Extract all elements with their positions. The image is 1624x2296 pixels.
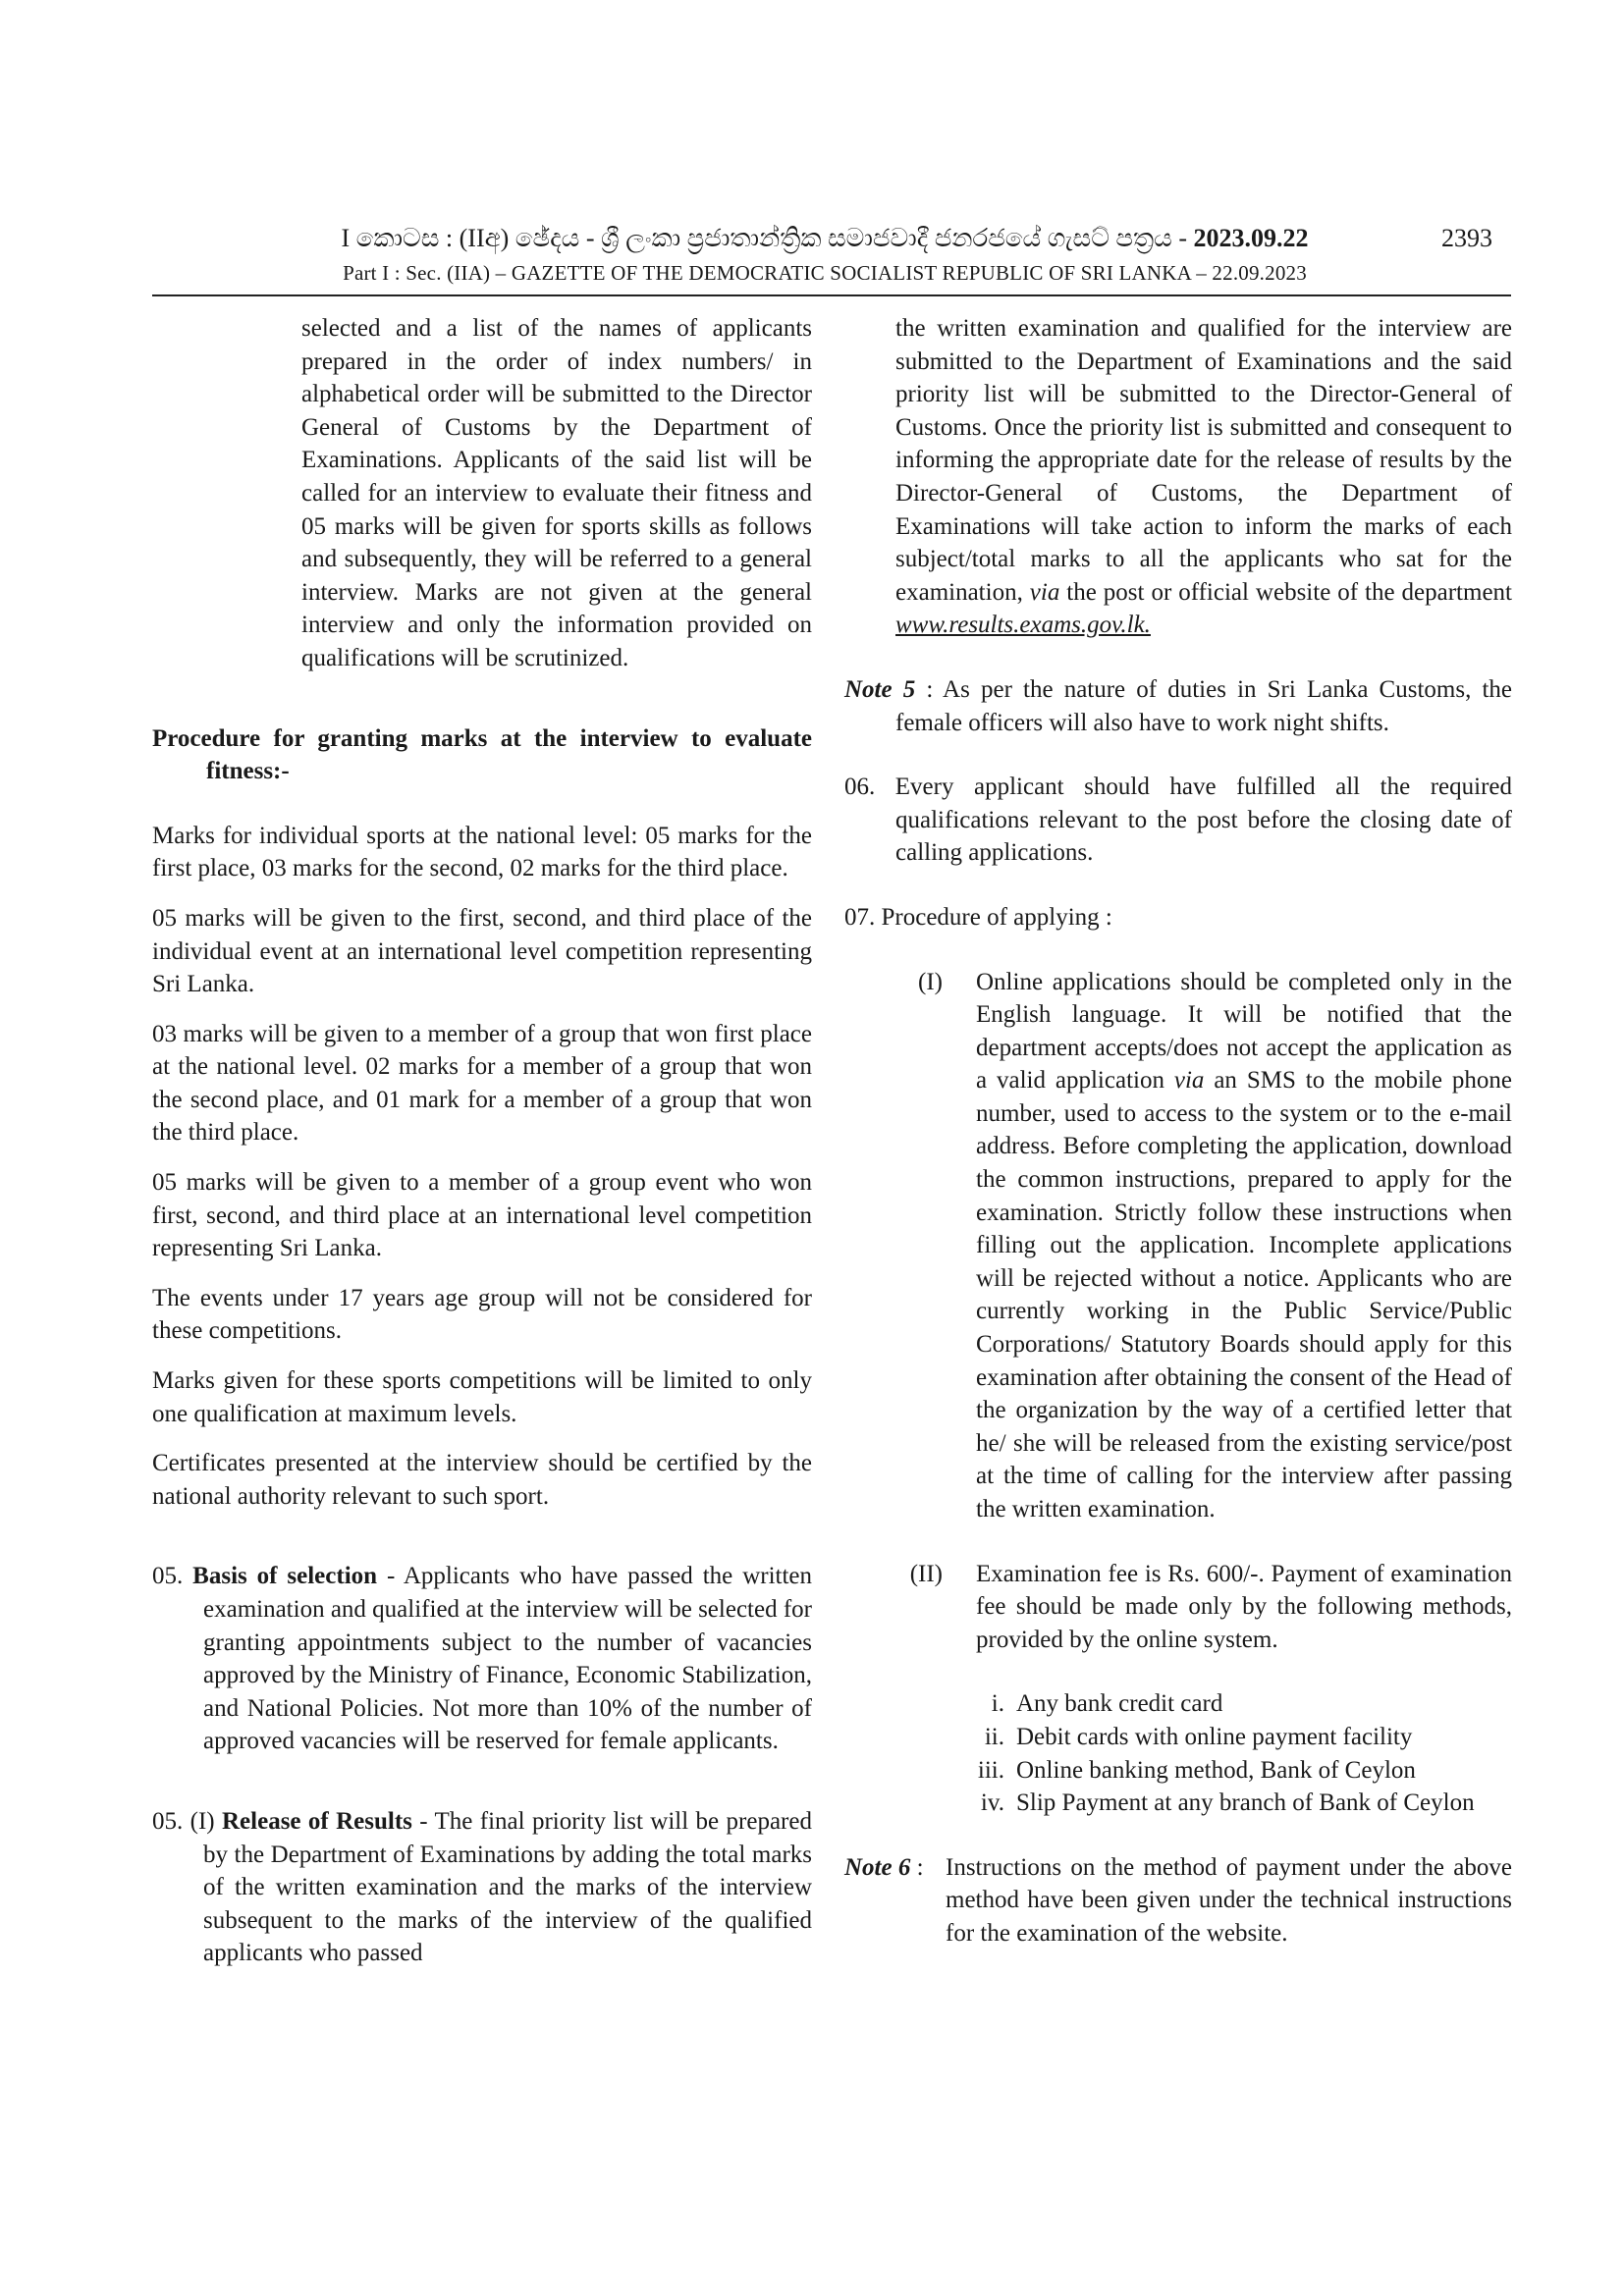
via-italic: via (1029, 578, 1060, 606)
marks-paragraph-1: Marks for individual sports at the national level: 05 marks for the first place, 03 marks for the second, 02 marks for the third place. (152, 822, 812, 882)
marks-paragraph-4: 05 marks will be given to a member of a group event who won first, second, and third place at an international level competition representing Sri Lanka. (152, 1169, 812, 1262)
marks-paragraph-6: Marks given for these sports competitions will be limited to only one qualification at maximum levels. (152, 1367, 812, 1427)
payment-method-number: iii. (977, 1756, 1004, 1784)
note-6-label: Note 6 (844, 1853, 911, 1881)
item-i-body (976, 966, 1512, 1526)
section-05-text: - Applicants who have passed the written examination and qualified at the interview will be selected for granting appointments subject to the number of vacancies approved by the Ministry of Finance, Economic Stabilization, and National Policies. Not more than 10% of the number of approved vacancies will be reserved for female applicants. (203, 1563, 813, 1755)
header-divider (152, 294, 1511, 296)
payment-method-text: Online banking method, Bank of Ceylon (1016, 1756, 1416, 1784)
item-i-text-1: Online applications should be completed only in the English language. It will be notified that the department accepts/does not accept the application as a valid application (976, 968, 1512, 1095)
procedure-item-i (884, 966, 1512, 1526)
results-continuation-text: the written examination and qualified for the interview are submitted to the Department of Examinations and the said priority list will be submitted to the Director-General of Customs. Once the priority list is submitted and consequent to informing the appropriate date for the release of results by the Director-General of Customs, the Department of Examinations will take action to inform the marks of each subject/total marks to all the applicants who sat for the examination, (895, 315, 1512, 606)
section-05-i-title: Release of Results (222, 1807, 412, 1835)
note-5-text: : As per the nature of duties in Sri Lanka Customs, the female officers will also have to work night shifts. (895, 675, 1512, 736)
payment-method-item (950, 1787, 1512, 1820)
section-05-basis-of-selection (152, 1560, 812, 1758)
payment-method-number: iv. (980, 1789, 1004, 1817)
section-05-title: Basis of selection (192, 1563, 378, 1590)
marks-paragraph-5: The events under 17 years age group will not be considered for these competitions. (152, 1284, 812, 1345)
note-6-label-wrap: Note 6 : (844, 1853, 924, 1881)
gazette-header-sinhala (295, 224, 1355, 254)
header-sinhala-title: I කොටස : (IIඅ) ඡේදය - ශ්‍රී ලංකා ප්‍රජාතාන්ත්‍රික සමාජවාදී ජනරජයේ ගැසට් පත්‍රය - (341, 224, 1194, 252)
results-continuation (844, 312, 1512, 642)
note-6 (844, 1851, 1512, 1950)
marks-paragraph-2: 05 marks will be given to the first, second, and third place of the individual event at an international level competition representing Sri Lanka. (152, 904, 812, 998)
payment-method-number: ii. (984, 1723, 1004, 1750)
payment-method-item (950, 1754, 1512, 1788)
note-5 (844, 673, 1512, 739)
note-6-text: Instructions on the method of payment under the above method have been given under the technical instructions for the examination of the website. (946, 1853, 1512, 1947)
right-column (844, 312, 1512, 1950)
item-ii-body: Examination fee is Rs. 600/-. Payment of examination fee should be made only by the following methods, provided by the online system. (976, 1560, 1512, 1653)
procedure-item-ii (884, 1558, 1512, 1657)
marks-paragraph-7: Certificates presented at the interview should be certified by the national authority relevant to such sport. (152, 1450, 812, 1510)
section-05-number: 05. (152, 1563, 184, 1590)
payment-method-item (950, 1721, 1512, 1754)
payment-methods-list (950, 1687, 1512, 1819)
gazette-header-english: Part I : Sec. (IIA) – GAZETTE OF THE DEMOCRATIC SOCIALIST REPUBLIC OF SRI LANKA – 22.09.2023 (343, 261, 1307, 285)
section-07-heading: 07. Procedure of applying : (844, 903, 1112, 931)
item-ii-label: (II) (909, 1560, 943, 1587)
item-i-label: (I) (918, 968, 943, 995)
selection-continuation: selected and a list of the names of applicants prepared in the order of index numbers/ in alphabetical order will be submitted to the Director General of Customs by the Department of Examinations. Applicants of the said list will be called for an interview to evaluate their fitness and 05 marks will be given for sports skills as follows and subsequently, they will be referred to a general interview. Marks are not given at the general interview and only the information provided on qualifications will be scrutinized. (301, 315, 812, 671)
payment-method-text: Any bank credit card (1016, 1690, 1223, 1718)
results-website-link[interactable]: www.results.exams.gov.lk. (895, 612, 1151, 639)
section-05-i-release-of-results (152, 1805, 812, 1970)
results-continuation-text-2: the post or official website of the department (1059, 578, 1512, 606)
item-i-text-2: an SMS to the mobile phone number, used to access to the system or to the e-mail address. Before completing the application, download the common instructions, prepared to apply for the examination. Strictly follow these instructions when filling out the application. Incomplete applications will be rejected without a notice. Applicants who are currently working in the Public Service/Public Corporations/ Statutory Boards should apply for this examination after obtaining the consent of the Head of the organization by the way of a certified letter that he/ she will be released from the existing service/post at the time of calling for the interview after passing the written examination. (976, 1067, 1512, 1522)
item-i-via: via (1173, 1067, 1205, 1095)
payment-method-item (950, 1687, 1512, 1721)
note-5-label: Note 5 (844, 675, 916, 703)
payment-method-number: i. (991, 1690, 1004, 1718)
section-05-i-number: 05. (I) (152, 1807, 215, 1835)
section-05-i-text: - The final priority list will be prepared by the Department of Examinations by adding the total marks of the written examination and the marks of the interview subsequent to the marks of the interview of the qualified applicants who passed (203, 1807, 812, 1967)
left-column (152, 312, 812, 1970)
marks-paragraph-3: 03 marks will be given to a member of a group that won first place at the national level. 02 marks for a member of a group that won the second place, and 01 mark for a member of a group that won the third place. (152, 1020, 812, 1147)
payment-method-text: Slip Payment at any branch of Bank of Ceylon (1016, 1789, 1475, 1817)
page-number: 2393 (1441, 224, 1492, 252)
payment-method-text: Debit cards with online payment facility (1016, 1723, 1413, 1750)
procedure-heading: Procedure for granting marks at the interview to evaluate fitness:- (152, 724, 812, 785)
header-sinhala-date: 2023.09.22 (1193, 224, 1309, 252)
section-06: 06. Every applicant should have fulfilled all the required qualifications relevant to the post before the closing date of calling applications. (844, 774, 1512, 867)
